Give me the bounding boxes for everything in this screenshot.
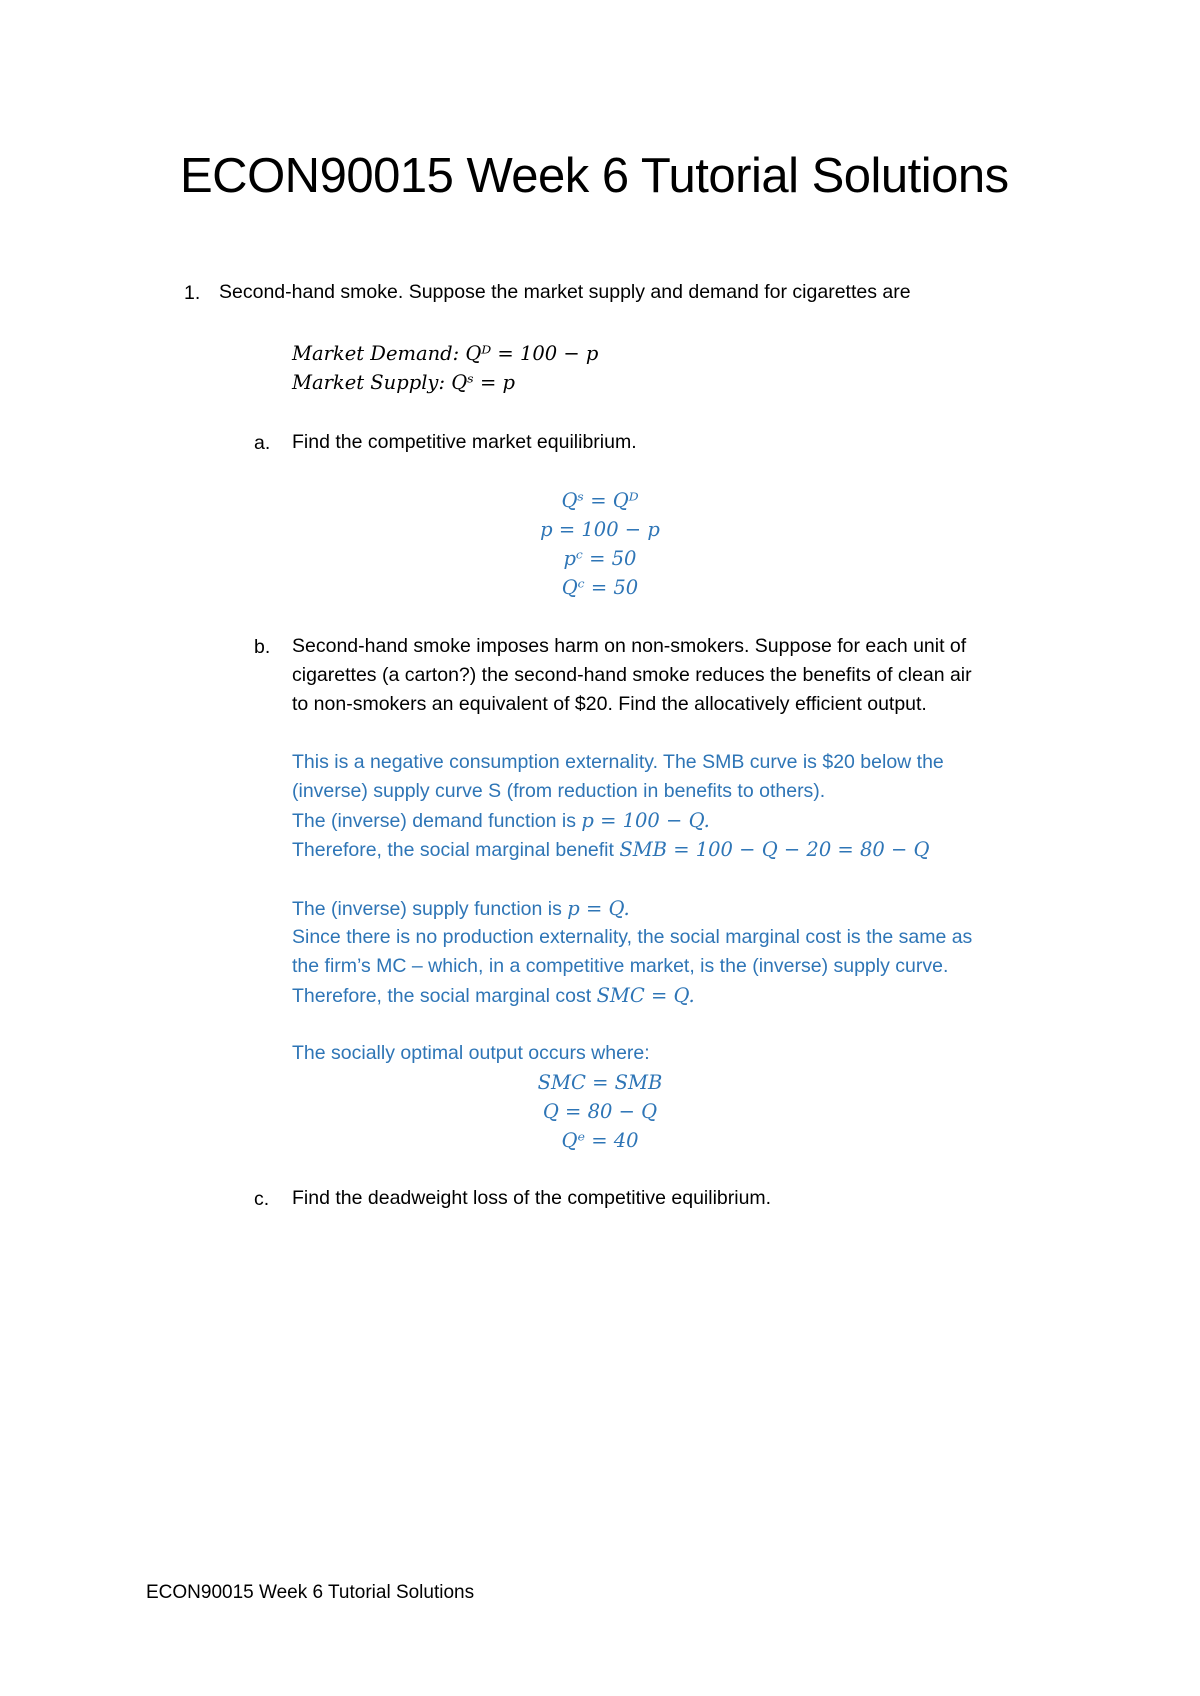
part-b-solution-line: The socially optimal output occurs where:	[292, 1042, 650, 1064]
part-b-text-line: to non-smokers an equivalent of $20. Find the allocatively efficient output.	[292, 693, 927, 715]
part-b-solution-line	[292, 981, 695, 1011]
smb-equation: SMB = 100 − Q − 20 = 80 − Q	[619, 838, 930, 861]
market-supply-equation: Market Supply: Qˢ = p	[292, 371, 515, 394]
part-b-solution-line: Since there is no production externality, the social marginal cost is the same as	[292, 926, 973, 948]
market-demand-equation: Market Demand: Qᴰ = 100 − p	[292, 342, 599, 365]
part-a-solution-eq-1: Qˢ = Qᴰ	[561, 489, 639, 512]
solution-text: Therefore, the social marginal benefit	[292, 839, 620, 861]
inverse-supply-equation: p = Q.	[567, 897, 630, 920]
part-a-solution-eq-4: Qᶜ = 50	[561, 576, 639, 599]
question-number: 1.	[184, 282, 201, 304]
page-footer: ECON90015 Week 6 Tutorial Solutions	[146, 1582, 475, 1603]
page-title: ECON90015 Week 6 Tutorial Solutions	[180, 149, 1009, 203]
solution-text: Therefore, the social marginal cost	[292, 985, 597, 1007]
part-c-label: c.	[254, 1188, 270, 1210]
part-b-solution-eq-3: Qᵉ = 40	[561, 1129, 639, 1152]
part-b-solution-line: This is a negative consumption externality. The SMB curve is $20 below the	[292, 751, 944, 773]
part-b-solution-line: the firm’s MC – which, in a competitive market, is the (inverse) supply curve.	[292, 955, 949, 977]
part-b-solution-line	[292, 835, 930, 865]
solution-text: The (inverse) demand function is	[292, 810, 582, 832]
part-a-text: Find the competitive market equilibrium.	[292, 431, 637, 453]
part-a-solution-eq-2: p = 100 − p	[540, 518, 660, 541]
part-b-solution-line	[292, 806, 710, 836]
part-b-solution-line	[292, 894, 630, 924]
part-b-label: b.	[254, 636, 271, 658]
question-text: Second-hand smoke. Suppose the market supply and demand for cigarettes are	[219, 281, 911, 303]
part-a-solution-eq-3: pᶜ = 50	[563, 547, 637, 570]
inverse-demand-equation: p = 100 − Q.	[581, 809, 710, 832]
part-a-label: a.	[254, 432, 271, 454]
part-c-text: Find the deadweight loss of the competitive equilibrium.	[292, 1187, 772, 1209]
part-b-solution-line: (inverse) supply curve S (from reduction in benefits to others).	[292, 780, 826, 802]
part-b-solution-eq-1: SMC = SMB	[537, 1071, 663, 1094]
smc-equation: SMC = Q.	[596, 984, 695, 1007]
part-b-solution-eq-2: Q = 80 − Q	[542, 1100, 658, 1123]
solution-text: The (inverse) supply function is	[292, 898, 568, 920]
part-b-text-line: Second-hand smoke imposes harm on non-smokers. Suppose for each unit of	[292, 635, 967, 657]
part-b-text-line: cigarettes (a carton?) the second-hand smoke reduces the benefits of clean air	[292, 664, 972, 686]
